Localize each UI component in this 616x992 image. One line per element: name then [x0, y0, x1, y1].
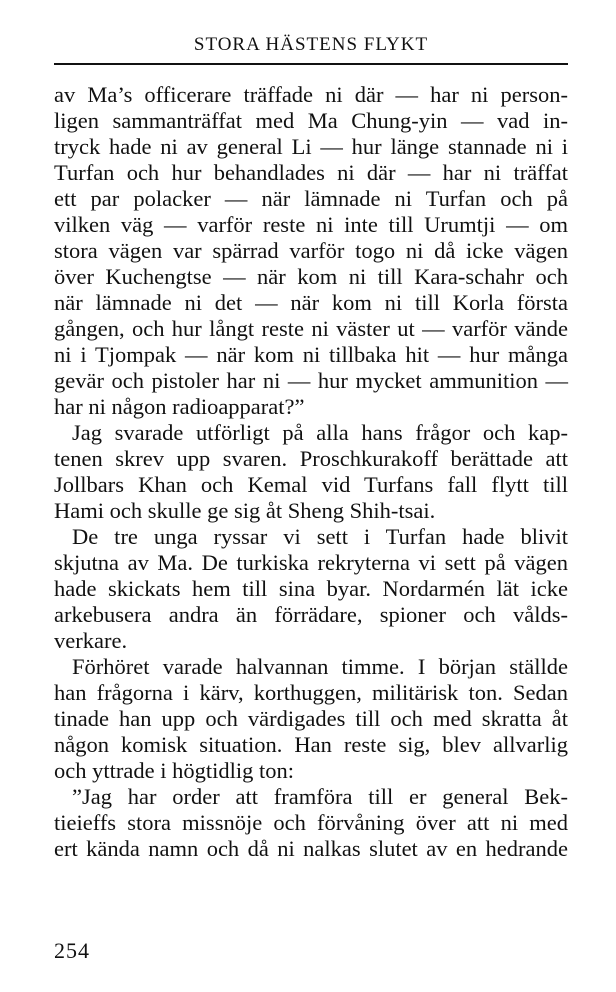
body-text [54, 82, 568, 862]
text-line: ett par polacker — när lämnade ni Turfan och på [54, 186, 568, 211]
text-line: tenen skrev upp svaren. Proschkurakoff berättade att [54, 446, 568, 471]
text-line: Förhöret varade halvannan timme. I början ställde [72, 654, 568, 679]
text-line: vilken väg — varför reste ni inte till Urumtji — om [54, 212, 568, 237]
text-line: hade skickats hem till sina byar. Nordarmén lät icke [54, 576, 568, 601]
text-line: ”Jag har order att framföra till er general Bek- [72, 784, 568, 809]
text-line: gången, och hur långt reste ni väster ut — varför vände [54, 316, 568, 341]
text-line: Turfan och hur behandlades ni där — har ni träffat [54, 160, 568, 185]
text-line: Hami och skulle ge sig åt Sheng Shih-tsai. [54, 498, 436, 523]
text-line: arkebusera andra än förrädare, spioner och vålds- [54, 602, 568, 627]
text-line: han frågorna i kärv, korthuggen, militärisk ton. Sedan [54, 680, 568, 705]
text-line: stora vägen var spärrad varför togo ni då icke vägen [54, 238, 568, 263]
text-line: har ni någon radioapparat?” [54, 394, 305, 419]
text-line: gevär och pistoler har ni — hur mycket ammunition — [54, 368, 568, 393]
text-line: tryck hade ni av general Li — hur länge stannade ni i [54, 134, 568, 159]
text-line: ni i Tjompak — när kom ni tillbaka hit — hur många [54, 342, 568, 367]
text-line: tieieffs stora missnöje och förvåning över att ni med [54, 810, 568, 835]
text-line: verkare. [54, 628, 128, 653]
text-line: och yttrade i högtidlig ton: [54, 758, 294, 783]
header-rule [54, 63, 568, 65]
text-line: när lämnade ni det — när kom ni till Korla första [54, 290, 568, 315]
text-line: skjutna av Ma. De turkiska rekryterna vi sett på vägen [54, 550, 568, 575]
text-line: av Ma’s officerare träffade ni där — har ni person- [54, 82, 568, 107]
text-line: ligen sammanträffat med Ma Chung-yin — vad in- [54, 108, 568, 133]
text-line: över Kuchengtse — när kom ni till Kara-schahr och [54, 264, 568, 289]
text-line: tinade han upp och värdigades till och med skratta åt [54, 706, 568, 731]
text-line: någon komisk situation. Han reste sig, blev allvarlig [54, 732, 568, 757]
page-number: 254 [54, 938, 90, 963]
text-line: De tre unga ryssar vi sett i Turfan hade blivit [72, 524, 568, 549]
text-line: Jag svarade utförligt på alla hans frågor och kap- [72, 420, 568, 445]
text-line: ert kända namn och då ni nalkas slutet av en hedrande [54, 836, 568, 861]
running-header-title: STORA HÄSTENS FLYKT [193, 34, 429, 55]
text-line: Jollbars Khan och Kemal vid Turfans fall flytt till [54, 472, 568, 497]
